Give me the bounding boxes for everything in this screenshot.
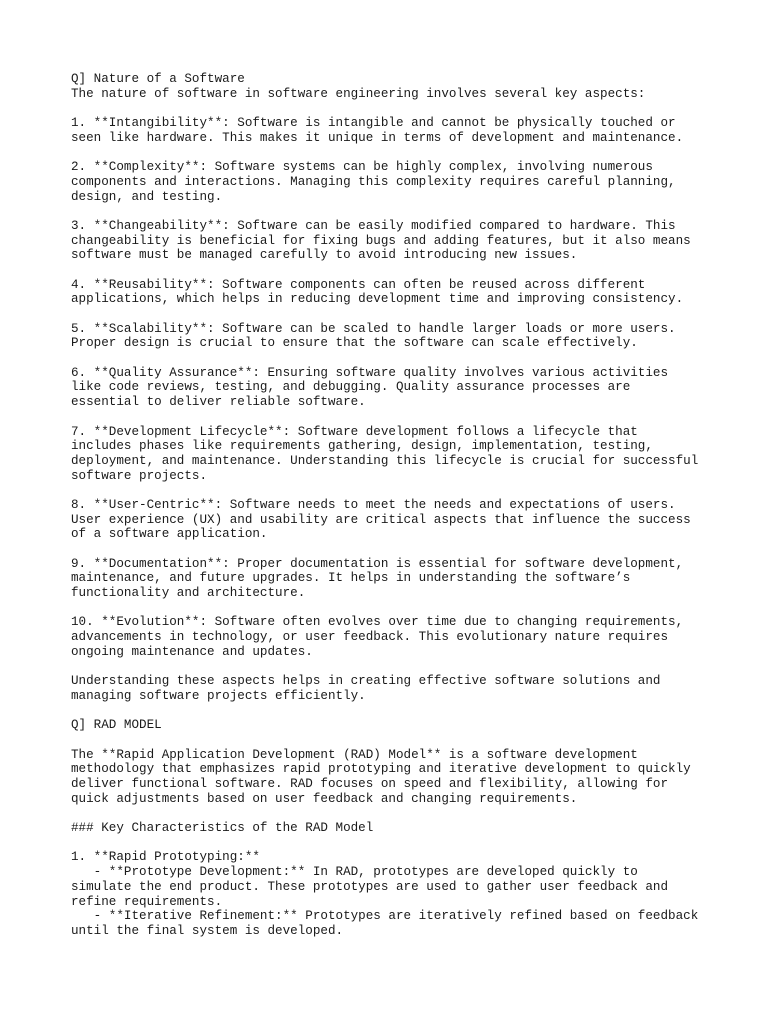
text-line: deployment, and maintenance. Understanding this lifecycle is crucial for successful	[71, 453, 699, 468]
text-paragraph	[71, 850, 731, 938]
text-paragraph	[71, 821, 731, 836]
text-line: components and interactions. Managing this complexity requires careful planning,	[71, 174, 676, 189]
text-paragraph	[71, 498, 731, 542]
text-line: Q] RAD MODEL	[71, 718, 162, 733]
text-line: of a software application.	[71, 527, 268, 542]
text-line: software must be managed carefully to avoid introducing new issues.	[71, 248, 578, 263]
text-line: methodology that emphasizes rapid prototyping and iterative development to quickly	[71, 762, 691, 777]
text-line: Q] Nature of a Software	[71, 72, 245, 86]
document-page	[71, 72, 731, 953]
text-paragraph	[71, 425, 731, 484]
text-line: 10. **Evolution**: Software often evolves over time due to changing requirements,	[71, 615, 684, 630]
text-line: 3. **Changeability**: Software can be easily modified compared to hardware. This	[71, 218, 676, 233]
text-paragraph	[71, 718, 731, 733]
text-paragraph	[71, 748, 731, 807]
text-line: advancements in technology, or user feedback. This evolutionary nature requires	[71, 630, 669, 645]
text-line: changeability is beneficial for fixing bugs and adding features, but it also means	[71, 233, 691, 248]
text-line: 2. **Complexity**: Software systems can be highly complex, involving numerous	[71, 160, 653, 175]
text-line: 5. **Scalability**: Software can be scaled to handle larger loads or more users.	[71, 321, 676, 336]
text-line: applications, which helps in reducing development time and improving consistency.	[71, 292, 684, 307]
text-paragraph	[71, 322, 731, 351]
text-line: 4. **Reusability**: Software components can often be reused across different	[71, 277, 646, 292]
text-line: 9. **Documentation**: Proper documentation is essential for software development,	[71, 556, 684, 571]
text-line: functionality and architecture.	[71, 586, 306, 601]
text-line: - **Iterative Refinement:** Prototypes are iteratively refined based on feedback	[71, 909, 699, 924]
text-line: managing software projects efficiently.	[71, 688, 366, 703]
text-line: The nature of software in software engineering involves several key aspects:	[71, 86, 646, 101]
text-line: - **Prototype Development:** In RAD, prototypes are developed quickly to	[71, 865, 638, 880]
text-line: quick adjustments based on user feedback and changing requirements.	[71, 791, 578, 806]
text-line: Understanding these aspects helps in creating effective software solutions and	[71, 674, 661, 689]
text-line: 8. **User-Centric**: Software needs to meet the needs and expectations of users.	[71, 497, 676, 512]
text-line: 7. **Development Lifecycle**: Software development follows a lifecycle that	[71, 424, 638, 439]
text-line: simulate the end product. These prototypes are used to gather user feedback and	[71, 879, 669, 894]
text-line: ongoing maintenance and updates.	[71, 644, 313, 659]
text-line: 1. **Intangibility**: Software is intangible and cannot be physically touched or	[71, 116, 676, 131]
text-line: 1. **Rapid Prototyping:**	[71, 850, 260, 865]
text-line: includes phases like requirements gathering, design, implementation, testing,	[71, 439, 653, 454]
text-line: essential to deliver reliable software.	[71, 395, 366, 410]
text-line: like code reviews, testing, and debugging. Quality assurance processes are	[71, 380, 631, 395]
text-paragraph	[71, 219, 731, 263]
text-line: design, and testing.	[71, 189, 223, 204]
text-line: refine requirements.	[71, 894, 223, 909]
text-line: deliver functional software. RAD focuses on speed and flexibility, allowing for	[71, 777, 669, 791]
text-line: until the final system is developed.	[71, 923, 344, 938]
text-paragraph	[71, 72, 731, 101]
text-line: ### Key Characteristics of the RAD Model	[71, 821, 374, 836]
text-line: seen like hardware. This makes it unique in terms of development and maintenance.	[71, 130, 684, 145]
text-paragraph	[71, 160, 731, 204]
text-line: maintenance, and future upgrades. It helps in understanding the software’s	[71, 571, 631, 586]
text-line: The **Rapid Application Development (RAD) Model** is a software development	[71, 747, 638, 762]
text-line: 6. **Quality Assurance**: Ensuring software quality involves various activities	[71, 365, 669, 380]
text-paragraph	[71, 116, 731, 145]
text-paragraph	[71, 278, 731, 307]
text-line: Proper design is crucial to ensure that the software can scale effectively.	[71, 336, 638, 351]
text-line: User experience (UX) and usability are critical aspects that influence the success	[71, 512, 691, 527]
text-line: software projects.	[71, 468, 208, 483]
text-paragraph	[71, 557, 731, 601]
text-paragraph	[71, 615, 731, 659]
text-paragraph	[71, 366, 731, 410]
text-paragraph	[71, 674, 731, 703]
